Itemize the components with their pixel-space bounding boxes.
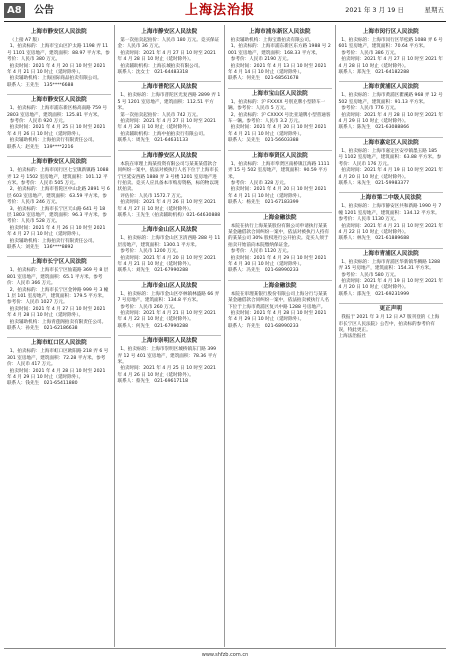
notice-paragraph: 拍卖辅助机构：上海长城拍卖有限公司。 [120, 63, 203, 69]
court-notice [118, 335, 222, 385]
notice-title: 上海市普陀区人民法院 [118, 81, 222, 91]
notice-contact: 联系人：林先生 021-61889688 [338, 236, 410, 242]
notice-contact: 联系人：王先生（拍卖辅助机构）021-64630888 [117, 212, 221, 218]
notice-title: 上海市金山区人民法院 [118, 280, 222, 290]
notice-paragraph: 2、拍卖标的：沪 CXXXX 号比亚迪牌小型普通客车一辆。参考价：人民币 3.2 万元。 [228, 112, 331, 125]
notice-paragraph: 1、拍卖标的：上海市普陀区光复西路 2899 弄 15 号 1201 室房地产，建筑面积：112.51 平方米。 [117, 93, 221, 112]
notice-paragraph: 拍卖辅助机构：上海中拍拍卖行有限公司。 [120, 131, 208, 137]
notice-paragraph: 1、拍卖标的：上海市嘉定区安亭镇墨玉路 185 号 1102 室房地产，建筑面积：63.88 平方米。参考价：人民币 176 万元。 [338, 148, 442, 167]
notice-contact: 联系人：沈女士 021-64483318 [117, 70, 189, 76]
notice-paragraph: 参考价：人民币 1200 万元。 [120, 249, 181, 255]
court-notice [7, 27, 111, 89]
notice-title: 更正声明 [339, 303, 444, 313]
court-notice [7, 94, 111, 151]
court-notice [339, 248, 444, 298]
notice-paragraph: 拍卖时间：2021 年 4 月 27 日 10 时至 2021 年 4 月 28 日 10 时止（延时除外）。 [338, 57, 443, 69]
notice-paragraph: 1、拍卖标的：上海市奉贤区南桥镇江海路 1111 弄 15 号 502 室房地产，建筑面积：90.59 平方米。 [228, 161, 330, 180]
notice-contact: 联系人：蔡先生 021-69617118 [117, 379, 189, 385]
notice-title: 上海市宝山区人民法院 [228, 88, 332, 98]
notice-paragraph: 1、拍卖标的：上海市宝山区沪太路 1198 弄 11 号 1101 室房地产，建筑面积：88.97 平方米。参考价：人民币 380 万元。 [7, 44, 110, 63]
footer-divider [4, 648, 446, 649]
notice-column [115, 25, 226, 647]
notice-paragraph: 拍卖时间：2021 年 4 月 19 日 10 时至 2021 年 4 月 20 日 10 时止（延时除外）。 [338, 278, 443, 291]
notice-paragraph: 拍卖辅助机构：上海拍卖行有限责任公司。 [9, 138, 98, 144]
notice-title: 上海市静安区人民法院 [118, 150, 222, 160]
notice-paragraph: 拍卖时间：2021 年 4 月 26 日 10 时至 2021 年 4 月 27 日 10 时止（延时除外）。 [7, 225, 106, 238]
notice-paragraph: 1、拍卖标的：上海市闵行区莘松路 1088 弄 6 号 601 室房地产，建筑面积：70.64 平方米。 [338, 38, 443, 50]
notice-title: 上海市第二中级人民法院 [339, 192, 444, 202]
notice-contact: 上海法治报社 [338, 334, 367, 340]
section-title: 公告 [34, 5, 54, 16]
notice-paragraph: 拍卖时间：2021 年 4 月 28 日 10 时至 2021 年 4 月 29 日 10 时止（延时除外）。 [7, 368, 106, 381]
notice-paragraph: 参考价：人民币 328 万元。 [230, 180, 289, 186]
notice-paragraph: 拍卖辅助机构：上海宝鼎拍卖有限公司。 [230, 38, 314, 43]
notice-title: 上海市静安区人民法院 [7, 156, 111, 166]
notice-paragraph: 1、拍卖标的：上海市闵行区七宝镇新镇路 1088 弄 12 号 1502 室房地产，建筑面积：101.12 平方米。参考价：人民币 505 万元。 [7, 168, 109, 186]
newspaper-masthead: 上海法治报 [185, 3, 256, 18]
website-url[interactable]: www.shfzb.com.cn [201, 652, 249, 658]
notice-contact: 联系人：赵先生 139****2216 [7, 144, 74, 150]
notice-paragraph: 1、拍卖标的：上海市虹口区欧阳路 218 弄 6 号 301 室房地产，建筑面积：72.28 平方米。参考价：人民币 417 万元。 [7, 349, 109, 368]
notice-paragraph: 1、拍卖标的：上海市黄浦区瞿溪路 968 弄 12 号 502 室房地产，建筑面积：91.13 平方米。 [338, 93, 443, 105]
notice-paragraph: 1、拍卖标的：上海市金山区卫清西路 288 号 11 层房地产，建筑面积：1300.1 平方米。 [117, 236, 221, 248]
notice-paragraph: 我报于 2021 年 3 月 12 日 A7 版刊登的《上海市长宁区人民法院》公告中，拍卖标的参考价有误，特此更正。 [338, 315, 440, 333]
notice-paragraph: 1、拍卖标的：上海市静安区共和新路 1990 号 7 幢 1201 室房地产，建筑面积：134.12 平方米。参考价：人民币 1130 万元。 [338, 204, 442, 223]
notice-paragraph: 拍卖时间：2021 年 4 月 19 日 10 时至 2021 年 4 月 20 日 10 时止（延时除外）。 [338, 168, 443, 180]
notice-contact: 联系人：朱先生 021-59983377 [338, 180, 410, 186]
court-notice [339, 81, 444, 131]
notice-paragraph: 1、拍卖标的：上海市青浦区华新镇华腾路 1288 弄 35 号房地产，建筑面积：154.31 平方米。 [338, 259, 441, 272]
notice-paragraph: 第一次拍卖起拍价：人民币 180 万元。竞买保证金：人民币 36 万元。 [117, 38, 220, 50]
notice-contact: 联系人：刘先生 136****8892 [7, 244, 74, 250]
notice-paragraph: 1、拍卖标的：上海市浦东新区东方路 1988 号 2001 室房地产，建筑面积：168.33 平方米。 [228, 44, 331, 56]
notice-title: 上海市嘉定区人民法院 [339, 137, 444, 147]
notice-columns [4, 25, 446, 647]
court-notice [118, 81, 222, 144]
notice-contact: 联系人：冯先生 021-68990233 [228, 268, 299, 274]
notice-title: 上海市静安区人民法院 [30, 29, 87, 35]
notice-title: 上海市虹口区人民法院 [7, 337, 111, 347]
notice-column [225, 25, 336, 647]
court-notice [228, 27, 332, 83]
notice-paragraph: 1、拍卖标的：上海市崇明区城桥镇东门路 399 弄 12 号 401 室房地产，建筑面积：78.36 平方米。 [117, 347, 217, 366]
court-notice [228, 212, 332, 275]
notice-paragraph: 拍卖时间：2021 年 4 月 25 日 10 时至 2021 年 4 月 26 日 10 时止（延时除外）。 [117, 366, 216, 378]
notice-title: 上海市静安区人民法院 [141, 29, 198, 35]
notice-paragraph: 参考价：人民币 580 万元。 [341, 272, 399, 278]
notice-paragraph: 拍卖辅助机构：上海青莲阁拍卖有限责任公司。 [9, 319, 107, 325]
court-notice [118, 150, 222, 220]
notice-title: 上海市崇明区人民法院 [118, 335, 222, 345]
notice-paragraph: 拍卖时间：2021 年 4 月 28 日 10 时至 2021 年 4 月 29 日 10 时止（延时除外）。 [228, 311, 327, 323]
court-notice [339, 192, 444, 242]
notice-paragraph: 1、拍卖标的：上海市金山区亭林镇林盛路 66 弄 7 号房地产，建筑面积：134.8 平方米。 [117, 291, 220, 304]
issue-date: 2021 年 3 月 19 日 [345, 6, 404, 14]
notice-paragraph: 拍卖时间：2021 年 4 月 28 日 10 时至 2021 年 4 月 29 日 10 时止（延时除外）。 [338, 112, 443, 125]
notice-paragraph: （上接 A7 版） [9, 38, 42, 43]
notice-contact: 联系人：孙先生 021-62186638 [7, 326, 78, 332]
court-notice [339, 137, 444, 187]
page-header [0, 0, 450, 22]
notice-paragraph: 评估价：人民币 1572.7 万元。 [120, 193, 186, 199]
court-notice [118, 280, 222, 330]
notice-paragraph: 参考价：人民币 386 万元。 [341, 50, 399, 56]
notice-paragraph: 参考价：人民币 920 万元。 [9, 119, 68, 125]
notice-contact: 联系人：钱先生 021-65411880 [7, 381, 78, 387]
notice-paragraph: 参考价：人民币 1120 万元。 [230, 249, 292, 255]
page-number-badge: A8 [4, 3, 25, 18]
issue-weekday: 星期五 [424, 6, 444, 14]
notice-paragraph: 参考价：人民币 260 万元。 [120, 304, 178, 310]
notice-paragraph: 拍卖时间：2021 年 4 月 20 日 10 时至 2021 年 4 月 21 日 10 时止（延时除外）。 [228, 125, 327, 137]
notice-title: 上海市奉贤区人民法院 [228, 150, 332, 160]
notice-paragraph: 本院在执行上海某某股份有限公司申请执行某某某金融借款合同纠纷一案中，依法对被执行人持有的某某公司 30% 股权进行公开拍卖。竞买人须于拍卖开始前向本院缴纳保证金。 [228, 223, 330, 248]
notice-title: 上海金融法院 [228, 280, 332, 290]
notice-paragraph: 拍卖辅助机构：上海拍卖行有限责任公司。 [9, 238, 98, 244]
court-notice [7, 256, 111, 332]
notice-title: 上海市闵行区人民法院 [362, 29, 419, 35]
notice-paragraph: 拍卖时间：2021 年 4 月 21 日 10 时至 2021 年 4 月 22 日 10 时止（延时除外）。 [117, 311, 216, 323]
notice-contact: 联系人：刘先生 021-67990288 [117, 268, 189, 274]
notice-title: 上海市静安区人民法院 [7, 94, 111, 104]
notice-column [336, 25, 447, 647]
notice-contact: 联系人：陈先生 021-63088866 [338, 125, 410, 131]
notice-title: 上海市金山区人民法院 [118, 224, 222, 234]
notice-title: 上海金融法院 [228, 212, 332, 222]
notice-paragraph: 拍卖时间：2021 年 4 月 20 日 10 时至 2021 年 4 月 21 日 10 时止（延时除外）。 [228, 187, 327, 199]
notice-contact: 联系人：周先生 021-64631133 [117, 138, 189, 144]
notice-paragraph: 拍卖时间：2021 年 4 月 21 日 10 时至 2021 年 4 月 22 日 10 时止（延时除外）。 [338, 223, 443, 235]
notice-contact: 联系人：杨先生 021-67183399 [228, 200, 299, 206]
notice-contact: 联系人：王先生 135****6688 [7, 82, 74, 88]
notice-paragraph: 拍卖时间：2021 年 4 月 25 日 10 时至 2021 年 4 月 26 日 10 时止（延时除外）。 [7, 125, 106, 137]
notice-paragraph: 拍卖时间：2021 年 4 月 26 日 10 时至 2021 年 4 月 27 日 10 时止（延时除外）。 [117, 200, 216, 212]
notice-contact: 联系人：郑先生 021-64182288 [338, 70, 410, 76]
notice-paragraph: 2、拍卖标的：上海市普陀区中山北路 2891 号 6 层 603 室房地产，建筑面积：63.59 平方米。参考价：人民币 246 万元。 [7, 187, 110, 206]
header-divider [4, 21, 446, 22]
court-notice [339, 27, 444, 76]
notice-contact: 联系人：何先生 021-67990288 [117, 323, 189, 329]
notice-paragraph: 1、拍卖标的：上海市浦东新区杨高南路 759 号 2803 室房地产，建筑面积：125.81 平方米。 [7, 106, 108, 118]
court-notice [339, 303, 444, 341]
notice-paragraph: 第一次拍卖起拍价：人民币 742 万元。 [120, 112, 201, 118]
notice-contact: 联系人：许先生 021-68990233 [228, 323, 299, 329]
court-notice [118, 27, 222, 76]
notice-title: 上海市青浦区人民法院 [339, 248, 444, 258]
notice-paragraph: 1、拍卖标的：沪 FXXXX 号别克牌小型轿车一辆。参考价：人民币 5 万元。 [228, 99, 326, 112]
notice-paragraph: 拍卖时间：2021 年 4 月 20 日 10 时至 2021 年 4 月 21 日 10 时止（延时除外）。 [7, 63, 106, 76]
notice-paragraph: 拍卖时间：2021 年 4 月 27 日 10 时至 2021 年 4 月 28 日 10 时止（延时除外）。 [117, 50, 216, 63]
notice-paragraph: 拍卖时间：2021 年 4 月 13 日 10 时至 2021 年 4 月 14 日 10 时止（延时除外）。 [228, 63, 327, 76]
notice-paragraph: 本院在审理某银行股份有限公司上海分行与某某某金融借款合同纠纷一案中，依法拍卖被执行人名下位于上海市黄浦区复兴中路 1288 号房地产。 [228, 291, 330, 310]
notice-contact: 联系人：邵先生 021-69231999 [338, 291, 410, 297]
court-notice [7, 156, 111, 251]
notice-paragraph: 拍卖辅助机构：上海国际商品拍卖有限公司。 [9, 76, 102, 82]
notice-paragraph: 拍卖时间：2021 年 4 月 27 日 10 时至 2021 年 4 月 28 日 10 时止（延时除外）。 [7, 306, 106, 319]
court-notice [7, 337, 111, 387]
notice-paragraph: 拍卖时间：2021 年 4 月 29 日 10 时至 2021 年 4 月 30 日 10 时止（延时除外）。 [228, 255, 327, 267]
notice-column [4, 25, 115, 647]
notice-paragraph: 本院在审理上海某投资有限公司与某某某借款合同纠纷一案中，依法对被执行人名下位于上海市长宁区延安西路 1888 弄 3 号楼 1201 室房地产进行拍卖。竞买人应具备本市购房资格，标的物以现状拍卖。 [117, 161, 219, 193]
notice-paragraph: 2、拍卖标的：上海市长宁区金钟路 999 号 3 幢 1 层 101 室房地产，建筑面积：179.5 平方米。参考价：人民币 1027 万元。 [7, 287, 109, 306]
notice-paragraph: 3、拍卖标的：上海市长宁区天山路 641 号 18 层 1803 室房地产，建筑面积：96.3 平方米。参考价：人民币 528 万元。 [7, 206, 107, 225]
court-notice [228, 88, 332, 145]
court-notice [118, 224, 222, 274]
notice-paragraph: 1、拍卖标的：上海市长宁区仙霞路 369 号 8 层 801 室房地产，建筑面积：65.1 平方米。参考价：人民币 366 万元。 [7, 268, 109, 287]
court-notice [228, 150, 332, 207]
notice-title: 上海市黄浦区人民法院 [339, 81, 444, 91]
notice-paragraph: 拍卖时间：2021 年 4 月 27 日 10 时至 2021 年 4 月 28 日 10 时止（延时除外）。 [117, 119, 216, 131]
notice-title: 上海市长宁区人民法院 [7, 256, 111, 266]
notice-contact: 联系人：吴先生 021-56603388 [228, 138, 299, 144]
notice-title: 上海市浦东新区人民法院 [248, 29, 311, 35]
notice-paragraph: 参考价：人民币 2190 万元。 [230, 57, 292, 63]
notice-paragraph: 拍卖时间：2021 年 4 月 20 日 10 时至 2021 年 4 月 21 日 10 时止（延时除外）。 [117, 255, 216, 267]
court-notice [228, 280, 332, 330]
notice-paragraph: 参考价：人民币 776 万元。 [341, 106, 399, 112]
notice-contact: 联系人：何先生 021-68561678 [228, 76, 299, 82]
